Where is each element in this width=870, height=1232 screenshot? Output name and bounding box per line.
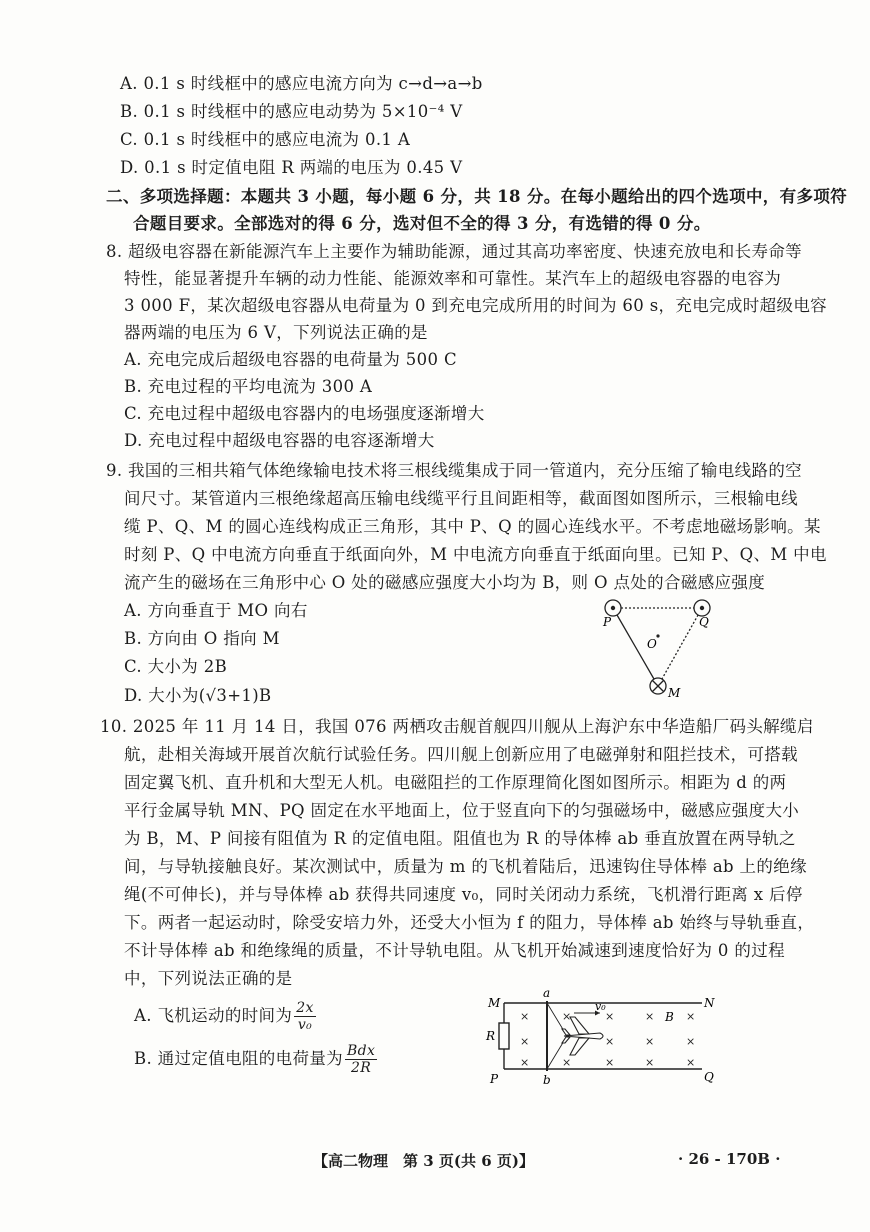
label-q: Q: [699, 615, 709, 629]
q8-option-c: C. 充电过程中超级电容器内的电场强度逐渐增大: [124, 404, 485, 423]
svg-text:×: ×: [605, 1035, 615, 1048]
q10-option-a: [134, 1000, 318, 1033]
label-q: Q: [704, 1070, 714, 1084]
section2-heading-line2: 合题目要求。全部选对的得 6 分，选对但不全的得 3 分，有选错的得 0 分。: [133, 214, 711, 233]
label-p: P: [603, 615, 612, 629]
cable-q-out-icon: [694, 600, 710, 616]
center-o-point: [656, 634, 659, 637]
fraction-numerator: Bdx: [347, 1043, 376, 1059]
label-b: b: [543, 1073, 551, 1085]
svg-text:×: ×: [562, 1056, 572, 1069]
q9-option-d: D. 大小为(√3+1)B: [124, 686, 272, 705]
q10-stem-line1: 10. 2025 年 11 月 14 日，我国 076 两栖攻击舰首舰四川舰从上海沪东中华造船厂码头解缆启: [100, 717, 814, 736]
q10-option-b: [134, 1043, 379, 1076]
svg-text:×: ×: [605, 1056, 615, 1069]
q7-option-d: D. 0.1 s 时定值电阻 R 两端的电压为 0.45 V: [120, 158, 463, 177]
svg-text:×: ×: [645, 1010, 655, 1023]
svg-text:×: ×: [645, 1056, 655, 1069]
label-p: P: [490, 1072, 499, 1085]
q7-option-a: A. 0.1 s 时线框中的感应电流方向为 c→d→a→b: [120, 74, 483, 93]
q9-cable-triangle-figure: [595, 590, 725, 705]
svg-text:×: ×: [645, 1035, 655, 1048]
label-m: M: [668, 686, 681, 700]
svg-text:×: ×: [686, 1056, 696, 1069]
page-footer-center: 【高二物理 第 3 页(共 6 页)】: [313, 1152, 534, 1170]
label-a: a: [543, 986, 551, 1000]
q10-stem-line4: 平行金属导轨 MN、PQ 固定在水平地面上，位于竖直向下的匀强磁场中，磁感应强度大小: [124, 801, 800, 820]
fraction-denominator: 2R: [351, 1060, 372, 1076]
q9-stem-line1: 9. 我国的三相共箱气体绝缘输电技术将三根线缆集成于同一管道内，充分压缩了输电线路的空: [106, 461, 803, 480]
label-r: R: [486, 1029, 496, 1043]
svg-text:×: ×: [520, 1010, 530, 1023]
fraction-denominator: v₀: [297, 1017, 313, 1033]
svg-text:×: ×: [520, 1056, 530, 1069]
q9-stem-line3: 缆 P、Q、M 的圆心连线构成正三角形，其中 P、Q 的圆心连线水平。不考虑地磁场影响。某: [124, 517, 821, 536]
q10-stem-line6: 间，与导轨接触良好。某次测试中，质量为 m 的飞机着陆后，迅速钩住导体棒 ab 上的绝缘: [124, 857, 807, 876]
cable-p-out-icon: [605, 600, 621, 616]
q10-stem-line9: 不计导体棒 ab 和绝缘绳的质量，不计导轨电阻。从飞机开始减速到速度恰好为 0 的过程: [124, 941, 785, 960]
svg-text:×: ×: [686, 1035, 696, 1048]
fraction-numerator: 2x: [296, 1000, 314, 1016]
svg-text:×: ×: [562, 1010, 572, 1023]
qm-line: [658, 608, 702, 686]
svg-text:×: ×: [605, 1010, 615, 1023]
q8-option-b: B. 充电过程的平均电流为 300 A: [124, 377, 373, 396]
q10-stem-line7: 绳(不可伸长)，并与导体棒 ab 获得共同速度 v₀，同时关闭动力系统，飞机滑行距离 x 后停: [124, 885, 803, 904]
label-n: N: [704, 996, 715, 1010]
page-footer-code: · 26 - 170B ·: [678, 1150, 781, 1168]
q9-stem-line5: 流产生的磁场在三角形中心 O 处的磁感应强度大小均为 B，则 O 点处的合磁感应强度: [124, 573, 766, 592]
svg-text:×: ×: [520, 1035, 530, 1048]
q10-option-a-fraction: [294, 1000, 316, 1033]
q8-option-a: A. 充电完成后超级电容器的电荷量为 500 C: [124, 350, 457, 369]
q10-arresting-gear-figure: [482, 985, 722, 1085]
q8-option-d: D. 充电过程中超级电容器的电容逐渐增大: [124, 431, 435, 450]
q10-option-b-fraction: [345, 1043, 377, 1076]
q10-stem-line10: 中，下列说法正确的是: [124, 969, 293, 988]
label-m: M: [488, 996, 501, 1010]
label-o: O: [647, 637, 657, 651]
label-b-field: B: [665, 1010, 674, 1024]
q7-option-c: C. 0.1 s 时线框中的感应电流为 0.1 A: [120, 130, 411, 149]
q9-option-b: B. 方向由 O 指向 M: [124, 629, 280, 648]
q8-stem-line3: 3 000 F，某次超级电容器从电荷量为 0 到充电完成所用的时间为 60 s，充电完成时超级电容: [124, 296, 828, 315]
resistor-r: [499, 1023, 509, 1049]
q8-stem-line1: 8. 超级电容器在新能源汽车上主要作为辅助能源，通过其高功率密度、快速充放电和长寿命等: [106, 242, 803, 261]
q10-stem-line5: 为 B，M、P 间接有阻值为 R 的定值电阻。阻值也为 R 的导体棒 ab 垂直放置在两导轨之: [124, 829, 796, 848]
q7-option-b: B. 0.1 s 时线框中的感应电动势为 5×10⁻⁴ V: [120, 102, 463, 121]
section2-heading-line1: 二、多项选择题：本题共 3 小题，每小题 6 分，共 18 分。在每小题给出的四个选项中，有多项符: [106, 187, 848, 206]
cable-m-in-icon: [650, 678, 666, 694]
q8-stem-line4: 器两端的电压为 6 V，下列说法正确的是: [124, 323, 428, 342]
q10-stem-line3: 固定翼飞机、直升机和大型无人机。电磁阻拦的工作原理简化图如图所示。相距为 d 的两: [124, 773, 787, 792]
q10-option-a-text: A. 飞机运动的时间为: [134, 1006, 293, 1025]
q9-option-c: C. 大小为 2B: [124, 657, 228, 676]
q9-option-a: A. 方向垂直于 MO 向右: [124, 601, 308, 620]
label-v0: v₀: [595, 1000, 606, 1013]
q10-option-b-text: B. 通过定值电阻的电荷量为: [134, 1049, 344, 1068]
q10-stem-line8: 下。两者一起运动时，除受安培力外，还受大小恒为 f 的阻力，导体棒 ab 始终与导轨垂直，: [124, 913, 815, 932]
q9-stem-line2: 间尺寸。某管道内三根绝缘超高压输电线缆平行且间距相等，截面图如图所示，三根输电线: [124, 489, 798, 508]
q9-stem-line4: 时刻 P、Q 中电流方向垂直于纸面向外，M 中电流方向垂直于纸面向里。已知 P、Q、M 中电: [124, 545, 827, 564]
q8-stem-line2: 特性，能显著提升车辆的动力性能、能源效率和可靠性。某汽车上的超级电容器的电容为: [124, 269, 782, 288]
svg-text:×: ×: [686, 1010, 696, 1023]
q10-stem-line2: 航，赴相关海域开展首次航行试验任务。四川舰上创新应用了电磁弹射和阻拦技术，可搭载: [124, 745, 798, 764]
